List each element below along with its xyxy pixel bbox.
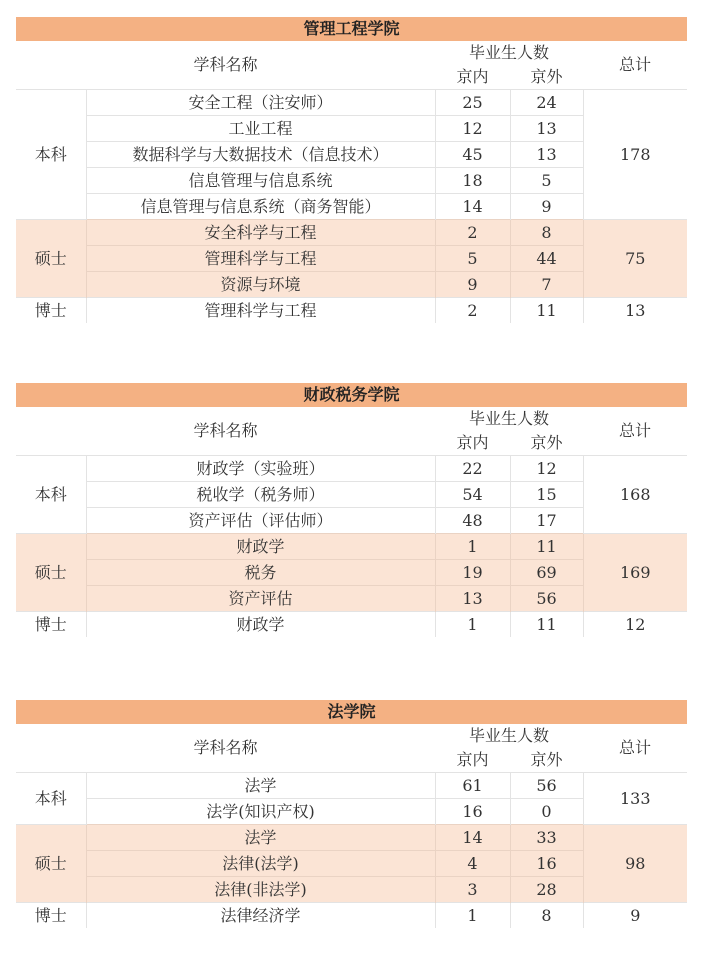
in-beijing-count: 61 (435, 773, 510, 799)
in-beijing-count: 1 (435, 903, 510, 929)
total-count-cell: 75 (583, 220, 687, 298)
out-beijing-count: 69 (510, 560, 583, 586)
in-beijing-header: 京内 (456, 433, 489, 452)
total-count-cell: 169 (583, 534, 687, 612)
school-title: 法学院 (16, 700, 687, 724)
subject-name-cell: 法律(法学) (86, 851, 435, 877)
in-beijing-count: 25 (435, 90, 510, 116)
out-beijing-count: 17 (510, 508, 583, 534)
graduates-table (16, 724, 687, 928)
degree-level-cell: 硕士 (16, 220, 86, 298)
subject-name-cell: 管理科学与工程 (86, 298, 435, 324)
out-beijing-header: 京外 (530, 67, 563, 86)
degree-level-cell: 博士 (16, 298, 86, 324)
out-beijing-count: 13 (510, 142, 583, 168)
in-beijing-count: 4 (435, 851, 510, 877)
in-beijing-header: 京内 (456, 750, 489, 769)
subject-name-cell: 法学 (86, 825, 435, 851)
degree-level-cell: 博士 (16, 612, 86, 638)
total-count-cell: 9 (583, 903, 687, 929)
in-beijing-count: 48 (435, 508, 510, 534)
out-beijing-count: 33 (510, 825, 583, 851)
subject-name-cell: 信息管理与信息系统（商务智能） (86, 194, 435, 220)
subject-name-cell: 法学(知识产权) (86, 799, 435, 825)
in-beijing-header: 京内 (456, 67, 489, 86)
level-group (16, 456, 687, 534)
subject-name-cell: 税务 (86, 560, 435, 586)
subject-name-cell: 安全科学与工程 (86, 220, 435, 246)
subject-name-cell: 法律经济学 (86, 903, 435, 929)
subject-header: 学科名称 (193, 421, 258, 440)
out-beijing-count: 9 (510, 194, 583, 220)
subject-name-cell: 财政学 (86, 612, 435, 638)
in-beijing-count: 5 (435, 246, 510, 272)
out-beijing-header: 京外 (530, 750, 563, 769)
total-header: 总计 (619, 55, 652, 74)
graduates-header: 毕业生人数 (469, 726, 550, 745)
level-group (16, 298, 687, 324)
subject-name-cell: 工业工程 (86, 116, 435, 142)
level-group (16, 773, 687, 825)
out-beijing-count: 44 (510, 246, 583, 272)
in-beijing-count: 54 (435, 482, 510, 508)
total-header: 总计 (619, 421, 652, 440)
table-row (16, 90, 687, 116)
level-group (16, 220, 687, 298)
degree-level-cell: 博士 (16, 903, 86, 929)
degree-level-cell: 本科 (16, 773, 86, 825)
in-beijing-count: 1 (435, 612, 510, 638)
level-group (16, 903, 687, 929)
in-beijing-count: 13 (435, 586, 510, 612)
in-beijing-count: 14 (435, 825, 510, 851)
subject-name-cell: 资产评估（评估师） (86, 508, 435, 534)
out-beijing-count: 15 (510, 482, 583, 508)
subject-name-cell: 管理科学与工程 (86, 246, 435, 272)
subject-name-cell: 资源与环境 (86, 272, 435, 298)
table-row (16, 773, 687, 799)
subject-name-cell: 财政学（实验班） (86, 456, 435, 482)
table-row (16, 903, 687, 929)
subject-name-cell: 安全工程（注安师） (86, 90, 435, 116)
graduates-header: 毕业生人数 (469, 409, 550, 428)
out-beijing-count: 8 (510, 903, 583, 929)
out-beijing-header: 京外 (530, 433, 563, 452)
in-beijing-count: 14 (435, 194, 510, 220)
in-beijing-count: 22 (435, 456, 510, 482)
subject-header: 学科名称 (193, 738, 258, 757)
in-beijing-count: 2 (435, 298, 510, 324)
subject-name-cell: 数据科学与大数据技术（信息技术） (86, 142, 435, 168)
out-beijing-count: 5 (510, 168, 583, 194)
out-beijing-count: 16 (510, 851, 583, 877)
graduates-header: 毕业生人数 (469, 43, 550, 62)
total-count-cell: 12 (583, 612, 687, 638)
total-count-cell: 178 (583, 90, 687, 220)
out-beijing-count: 12 (510, 456, 583, 482)
out-beijing-count: 13 (510, 116, 583, 142)
table-row (16, 220, 687, 246)
school-title: 管理工程学院 (16, 17, 687, 41)
total-header: 总计 (619, 738, 652, 757)
out-beijing-count: 0 (510, 799, 583, 825)
table-row (16, 298, 687, 324)
level-group (16, 534, 687, 612)
subject-name-cell: 法律(非法学) (86, 877, 435, 903)
out-beijing-count: 8 (510, 220, 583, 246)
in-beijing-count: 9 (435, 272, 510, 298)
subject-name-cell: 法学 (86, 773, 435, 799)
table-row (16, 456, 687, 482)
total-count-cell: 13 (583, 298, 687, 324)
degree-level-cell: 本科 (16, 90, 86, 220)
level-group (16, 90, 687, 220)
subject-name-cell: 财政学 (86, 534, 435, 560)
out-beijing-count: 11 (510, 612, 583, 638)
graduates-table (16, 41, 687, 323)
out-beijing-count: 11 (510, 534, 583, 560)
school-table-section (16, 17, 687, 323)
total-count-cell: 168 (583, 456, 687, 534)
out-beijing-count: 56 (510, 586, 583, 612)
table-row (16, 612, 687, 638)
out-beijing-count: 56 (510, 773, 583, 799)
school-table-section (16, 700, 687, 928)
in-beijing-count: 1 (435, 534, 510, 560)
subject-header: 学科名称 (193, 55, 258, 74)
table-row (16, 534, 687, 560)
in-beijing-count: 12 (435, 116, 510, 142)
in-beijing-count: 45 (435, 142, 510, 168)
subject-name-cell: 信息管理与信息系统 (86, 168, 435, 194)
in-beijing-count: 18 (435, 168, 510, 194)
degree-level-cell: 本科 (16, 456, 86, 534)
subject-name-cell: 税收学（税务师） (86, 482, 435, 508)
degree-level-cell: 硕士 (16, 825, 86, 903)
subject-name-cell: 资产评估 (86, 586, 435, 612)
in-beijing-count: 3 (435, 877, 510, 903)
total-count-cell: 133 (583, 773, 687, 825)
in-beijing-count: 19 (435, 560, 510, 586)
level-group (16, 825, 687, 903)
table-row (16, 825, 687, 851)
graduates-table (16, 407, 687, 637)
in-beijing-count: 16 (435, 799, 510, 825)
school-title: 财政税务学院 (16, 383, 687, 407)
school-table-section (16, 383, 687, 637)
out-beijing-count: 28 (510, 877, 583, 903)
out-beijing-count: 7 (510, 272, 583, 298)
out-beijing-count: 24 (510, 90, 583, 116)
degree-level-cell: 硕士 (16, 534, 86, 612)
level-group (16, 612, 687, 638)
out-beijing-count: 11 (510, 298, 583, 324)
total-count-cell: 98 (583, 825, 687, 903)
in-beijing-count: 2 (435, 220, 510, 246)
